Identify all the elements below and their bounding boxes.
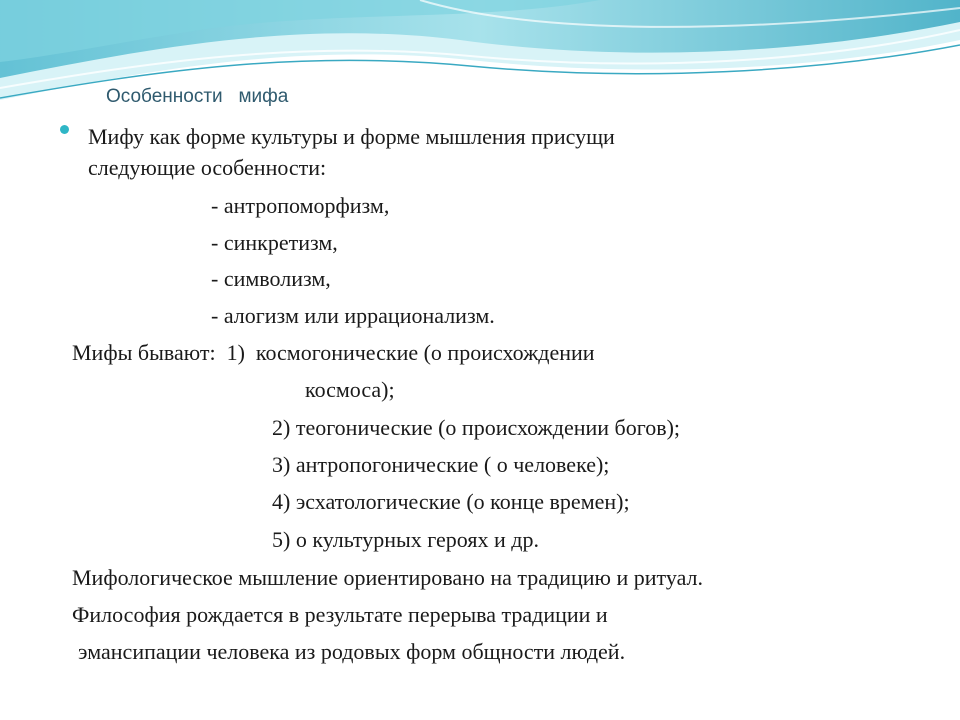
myth-types-lead: Мифы бывают: 1) космогонические (о происхождении (72, 340, 595, 365)
feature-item: - синкретизм, (211, 230, 338, 255)
conclusion-2-line-1: Философия рождается в результате перерыва традиции и (72, 602, 608, 627)
myth-types-lead-cont: космоса); (305, 377, 395, 402)
myth-type-item: 5) о культурных героях и др. (272, 527, 539, 552)
feature-item: - символизм, (211, 266, 331, 291)
feature-item: - антропоморфизм, (211, 193, 390, 218)
slide-title: Особенности мифа (106, 86, 289, 107)
feature-item: - алогизм или иррационализм. (211, 303, 495, 328)
intro-line-1: Мифу как форме культуры и форме мышления присущи (88, 124, 615, 149)
intro-line-2: следующие особенности: (88, 155, 327, 180)
myth-type-item: 2) теогонические (о происхождении богов); (272, 415, 681, 440)
conclusion-2-line-2: эмансипации человека из родовых форм общности людей. (78, 639, 626, 664)
conclusion-1: Мифологическое мышление ориентировано на традицию и ритуал. (72, 565, 704, 590)
myth-type-item: 4) эсхатологические (о конце времен); (272, 489, 630, 514)
myth-type-item: 3) антропогонические ( о человеке); (272, 452, 610, 477)
bullet-dot-icon (60, 125, 69, 134)
